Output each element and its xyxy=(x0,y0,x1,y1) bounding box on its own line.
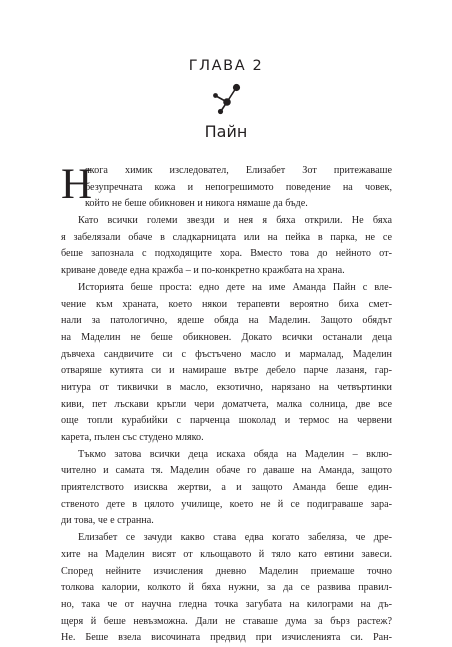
text-line: криване доведе една кражба – и по-конкретно кражбата на храна. xyxy=(61,265,345,277)
text-line: нитура от тиквички в масло, екзотично, нарязано на четвъртинки xyxy=(61,381,392,393)
text-line: Историята беше проста: едно дете на име Аманда Пайн с вле- xyxy=(78,281,392,293)
chapter-label: ГЛАВА 2 xyxy=(188,58,264,74)
text-line: щеря й беше невъзможна. Дали не ставаше дума за бърз растеж? xyxy=(61,615,392,627)
text-line: Тъкмо затова всички деца искаха обяда на Маделин – вклю- xyxy=(78,448,392,460)
text-line: Не. Беше взела височината предвид при изчисленията си. Ран- xyxy=(61,632,392,644)
text-line: още топли курабийки с парченца шоколад и термос на червени xyxy=(61,415,392,427)
text-line: я забелязали обаче в сладкарницата или на пейка в парка, не се xyxy=(61,231,392,243)
text-lines xyxy=(61,163,392,647)
text-line: дъвчеха сандвичите си с фъстъчено масло и мармалад, Маделин xyxy=(61,348,392,360)
text-line: който не беше обикновен и никога нямаше да бъде. xyxy=(85,198,308,210)
text-line: Елизабет се зачуди какво става едва когато забеляза, че дре- xyxy=(78,532,392,544)
text-line: приятелството изисква жертви, а и защото Аманда беше един- xyxy=(61,482,392,494)
text-line: безупречната кожа и непогрешимото поведение на човек, xyxy=(85,181,392,193)
text-line: карета, пълен със студено мляко. xyxy=(61,432,204,443)
text-line: Като всички големи звезди и нея я бяха открили. Не бяха xyxy=(78,215,392,227)
text-line: на Маделин не беше обикновен. Докато всички останали деца xyxy=(61,331,392,343)
text-line: отваряше кутията си и намираше вътре дебело парче лазаня, гар- xyxy=(61,365,392,377)
body-text xyxy=(61,163,392,647)
text-line: но, така че от научна гледна точка загубата на килограми на дъ- xyxy=(61,598,392,610)
text-line: ди това, че е странна. xyxy=(61,515,154,527)
text-line: толкова калории, колкото й бяха нужни, за да се развива правил- xyxy=(61,582,392,594)
chapter-title: Пайн xyxy=(204,122,248,141)
text-line: хите на Маделин висят от кльощавото й тяло като евтини завеси. xyxy=(61,548,392,560)
text-line: беше запознала с подходящите хора. Вместо това до нейното от- xyxy=(61,248,392,260)
text-line: нали за патологично, ядеше обяда на Маделин. Защото обядът xyxy=(61,315,392,327)
dropcap: Н xyxy=(61,161,93,208)
molecule-icon xyxy=(210,82,244,116)
text-line: якога химик изследовател, Елизабет Зот притежаваше xyxy=(85,165,392,176)
text-line: чително и самата тя. Маделин обаче го даваше на Аманда, защото xyxy=(61,465,392,477)
text-line: киви, пет лъскави кръгли чери доматчета, малка солница, две все xyxy=(61,398,392,410)
text-line: Според нейните изчисления дневно Маделин приемаше точно xyxy=(61,565,392,577)
text-line: чение към храната, което някои терапевти вероятно биха смет- xyxy=(61,298,392,310)
text-line: ственото дете в цялото училище, което не й се подиграваше зара- xyxy=(61,498,392,510)
